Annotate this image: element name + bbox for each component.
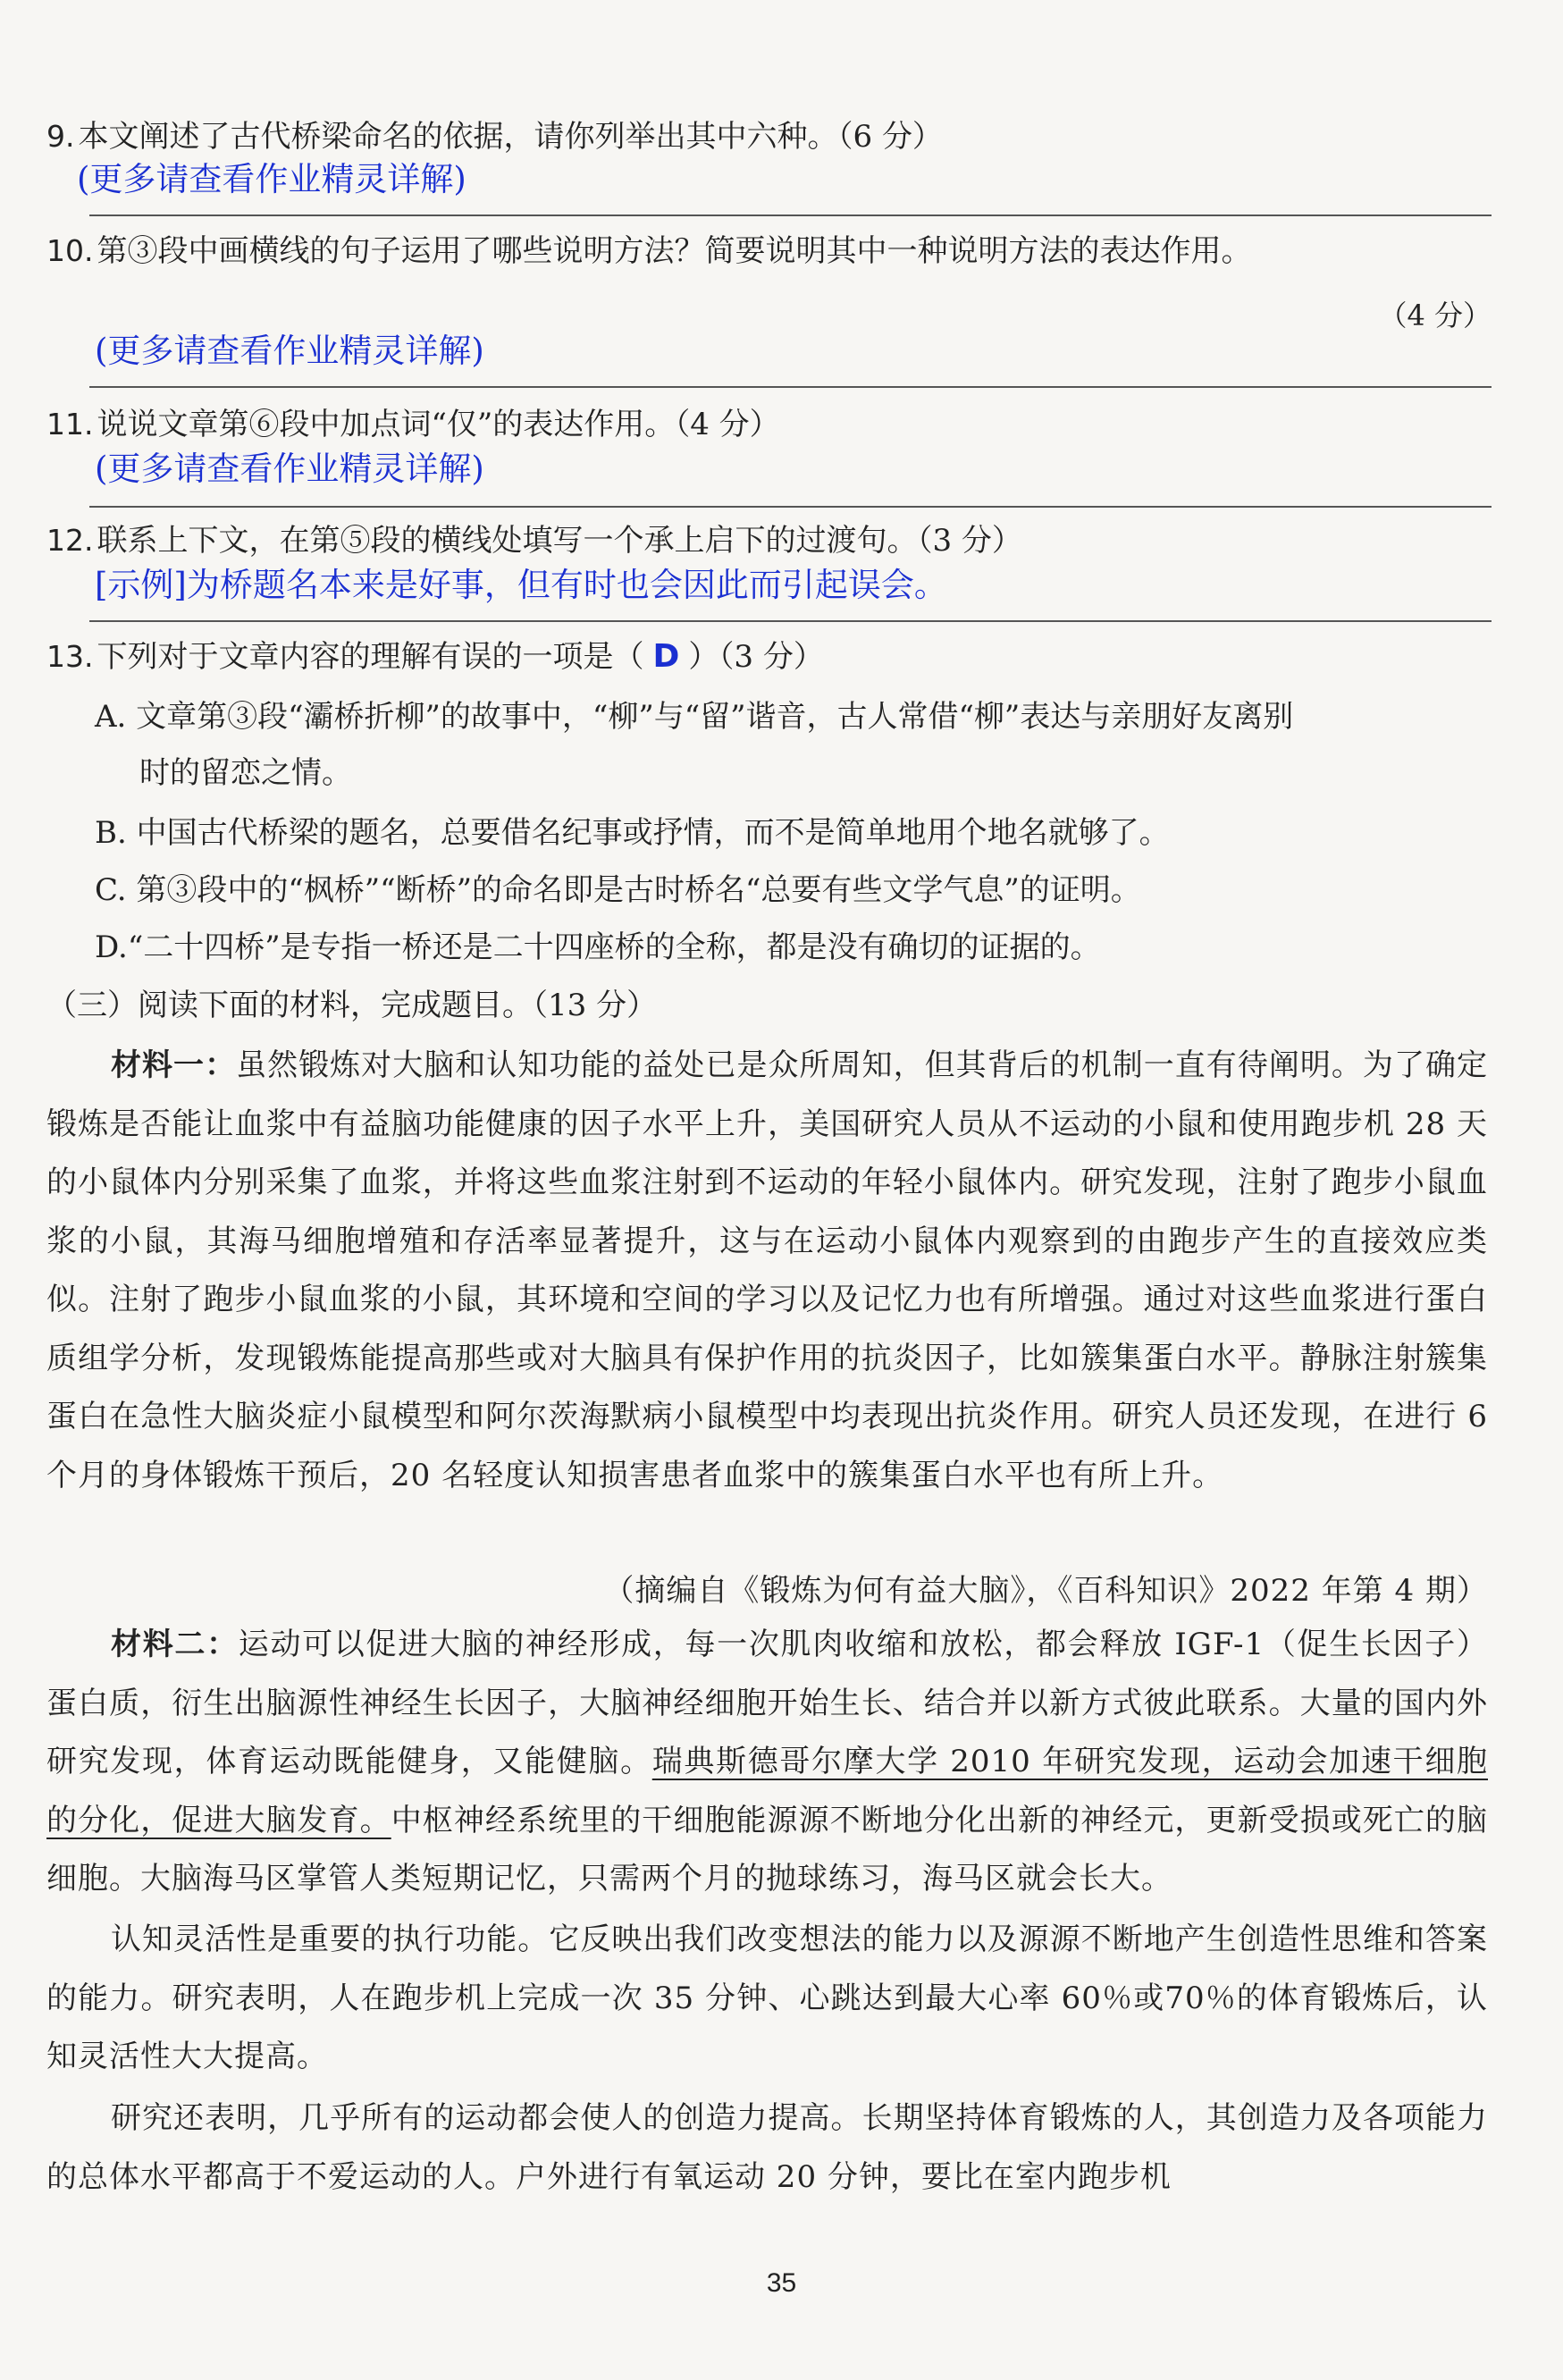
more-details-link[interactable]: (更多请查看作业精灵详解) xyxy=(77,160,466,198)
question-number: 11. xyxy=(46,407,94,442)
question-number: 9. xyxy=(46,119,75,154)
question-9 xyxy=(46,114,1492,159)
selected-answer: D xyxy=(652,638,680,675)
section-heading: （三）阅读下面的材料，完成题目。（13 分） xyxy=(46,988,658,1023)
answer-line xyxy=(89,386,1492,388)
question-number: 10. xyxy=(46,233,94,268)
question-text: 说说文章第⑥段中加点词“仅”的表达作用。（4 分） xyxy=(97,407,780,442)
material-one xyxy=(46,1037,1488,1505)
question-points: （4 分） xyxy=(1378,299,1492,332)
answer-line xyxy=(89,620,1492,622)
question-number: 13. xyxy=(46,639,94,674)
option-a-continued: 时的留恋之情。 xyxy=(139,755,352,791)
option-b: B. 中国古代桥梁的题名，总要借名纪事或抒情，而不是简单地用个地名就够了。 xyxy=(95,815,1170,851)
question-10 xyxy=(46,229,1492,273)
question-12 xyxy=(46,518,1492,563)
question-points: ）（3 分） xyxy=(688,639,824,675)
question-11 xyxy=(46,402,1492,447)
answer-line xyxy=(89,506,1492,508)
question-13 xyxy=(46,635,1492,679)
question-number: 12. xyxy=(46,523,94,558)
material-source: （摘编自《锻炼为何有益大脑》，《百科知识》2022 年第 4 期） xyxy=(603,1573,1488,1609)
option-a: A. 文章第③段“灞桥折柳”的故事中，“柳”与“留”谐音，古人常借“柳”表达与亲朋好友离别 xyxy=(95,699,1294,735)
question-text: 联系上下文，在第⑤段的横线处填写一个承上启下的过渡句。（3 分） xyxy=(97,523,1022,559)
material-text: 中枢神经系统里的干细胞能源源不断地分化出新的神经元，更新受损或死亡的脑细胞。大脑海马区掌管人类短期记忆，只需两个月的抛球练习，海马区就会长大。 xyxy=(46,1802,1488,1896)
option-d: D.“二十四桥”是专指一桥还是二十四座桥的全称，都是没有确切的证据的。 xyxy=(95,929,1101,965)
more-details-link[interactable]: (更多请查看作业精灵详解) xyxy=(95,332,484,370)
material-label: 材料二： xyxy=(111,1627,239,1662)
sample-answer: [示例]为桥题名本来是好事，但有时也会因此而引起误会。 xyxy=(95,566,947,604)
material-two-paragraph-2: 认知灵活性是重要的执行功能。它反映出我们改变想法的能力以及源源不断地产生创造性思维和答案的能力。研究表明，人在跑步机上完成一次 35 分钟、心跳达到最大心率 60％或70％的体育锻炼后，认知灵活性大大提高。 xyxy=(46,1922,1488,2074)
material-label: 材料一： xyxy=(111,1047,237,1083)
material-text: 运动可以促进大脑的神经形成，每一次肌肉收缩和放松，都会释放 IGF-1（促生长因子）蛋白质，衍生出脑源性神经生长因子，大脑神经细胞开始生长、结合并以新方式彼此联系。大量的国内外研究发现，体育运动既能健身，又能健脑。 xyxy=(46,1627,1488,1779)
material-text: 虽然锻炼对大脑和认知功能的益处已是众所周知，但其背后的机制一直有待阐明。为了确定锻炼是否能让血浆中有益脑功能健康的因子水平上升，美国研究人员从不运动的小鼠和使用跑步机 28 天的小鼠体内分别采集了血浆，并将这些血浆注射到不运动的年轻小鼠体内。研究发现，注射了跑步小鼠血浆的小鼠，其海马细胞增殖和存活率显著提升，这与在运动小鼠体内观察到的由跑步产生的直接效应类似。注射了跑步小鼠血浆的小鼠，其环境和空间的学习以及记忆力也有所增强。通过对这些血浆进行蛋白质组学分析，发现锻炼能提高那些或对大脑具有保护作用的抗炎因子，比如簇集蛋白水平。静脉注射簇集蛋白在急性大脑炎症小鼠模型和阿尔茨海默病小鼠模型中均表现出抗炎作用。研究人员还发现，在进行 6 个月的身体锻炼干预后，20 名轻度认知损害患者血浆中的簇集蛋白水平也有所上升。 xyxy=(46,1047,1488,1493)
question-text: 下列对于文章内容的理解有误的一项是（ xyxy=(97,639,644,675)
material-two-paragraph-3: 研究还表明，几乎所有的运动都会使人的创造力提高。长期坚持体育锻炼的人，其创造力及各项能力的总体水平都高于不爱运动的人。户外进行有氧运动 20 分钟，要比在室内跑步机 xyxy=(46,2100,1488,2195)
question-text: 本文阐述了古代桥梁命名的依据，请你列举出其中六种。（6 分） xyxy=(78,119,943,155)
option-c: C. 第③段中的“枫桥”“断桥”的命名即是古时桥名“总要有些文学气息”的证明。 xyxy=(95,872,1141,908)
question-text: 第③段中画横线的句子运用了哪些说明方法？简要说明其中一种说明方法的表达作用。 xyxy=(97,233,1252,269)
underlined-sentence: 瑞典斯德哥尔摩大学 2010 年研究发现，运动会加速干细胞的分化，促进大脑发育。 xyxy=(46,1744,1488,1838)
page-number: 35 xyxy=(766,2268,797,2298)
answer-line xyxy=(89,214,1492,216)
more-details-link[interactable]: (更多请查看作业精灵详解) xyxy=(95,450,484,488)
material-two xyxy=(46,1616,1488,1909)
